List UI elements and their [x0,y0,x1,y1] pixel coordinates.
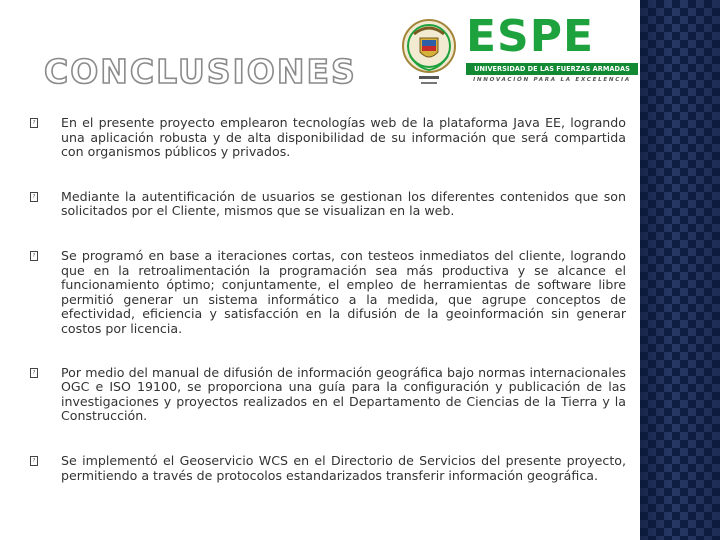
bullet-text: Mediante la autentificación de usuarios se gestionan los diferentes contenidos que son solicitados por el Cliente, mismos que se visualizan en la web. [61,188,626,219]
bullet-icon: ? [30,456,38,466]
university-motto: INNOVACIÓN PARA LA EXCELENCIA [473,77,631,83]
bullet-icon: ? [30,192,38,202]
list-item [30,190,626,219]
university-name-banner: UNIVERSIDAD DE LAS FUERZAS ARMADAS [466,63,638,75]
bullet-text: En el presente proyecto emplearon tecnologías web de la plataforma Java EE, logrando una aplicación robusta y de alta disponibilidad de su información que será compartida con organismos públicos y privados. [61,115,626,160]
list-item [30,366,626,424]
list-item [30,116,626,160]
bullet-text: Por medio del manual de difusión de información geográfica bajo normas internacionales OGC e ISO 19100, se proporciona una guía para la configuración y publicación de las investigaciones y proyectos realizados en el Departamento de Ciencias de la Tierra y la Construcción. [61,364,626,424]
bullet-text: Se implementó el Geoservicio WCS en el Directorio de Servicios del presente proyecto, permitiendo a través de protocolos estandarizados transferir información geográfica. [61,452,626,483]
bullet-text: Se programó en base a iteraciones cortas, con testeos inmediatos del cliente, logrando que en la retroalimentación la programación sea más productiva y se alcance el funcionamiento óptimo; conjuntamente, el empleo de herramientas de software libre permitió generar un sistema informático a la medida, que agrupe conceptos de efectividad, eficiencia y satisfacción en la difusión de la geoinformación sin generar costos por licencia. [61,247,626,336]
bullet-icon: ? [30,368,38,378]
espe-wordmark: ESPE [466,11,595,62]
decorative-side-panel [640,0,720,540]
slide-title: CONCLUSIONES [44,52,357,91]
list-item [30,454,626,483]
bullet-icon: ? [30,251,38,261]
list-item [30,249,626,337]
conclusions-list [30,116,626,483]
bullet-icon: ? [30,118,38,128]
university-crest-icon [398,16,460,88]
espe-logo [396,11,642,90]
